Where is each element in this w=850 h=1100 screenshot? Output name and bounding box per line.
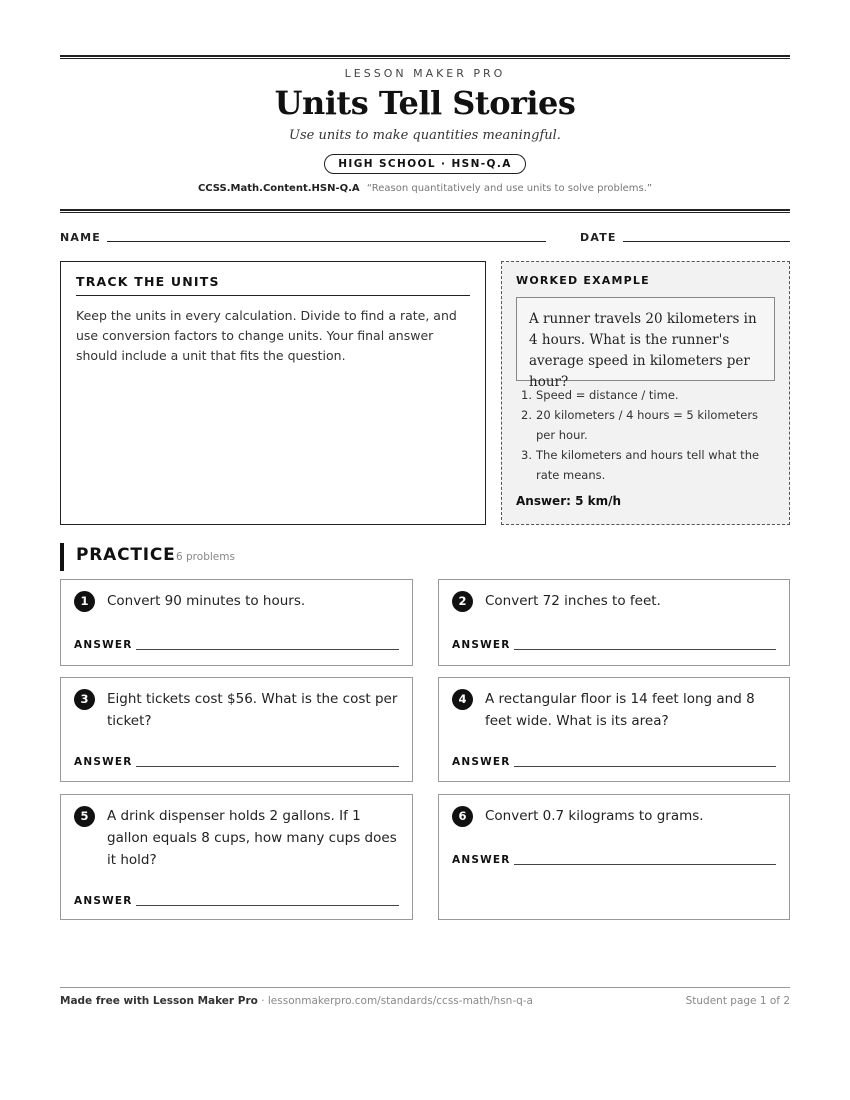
brand-name: LESSON MAKER PRO [344, 67, 506, 80]
worksheet-subtitle: Use units to make quantities meaningful. [289, 128, 561, 143]
header-bottom-double-rule [60, 209, 790, 213]
problem-number-badge: 3 [74, 689, 95, 710]
grade-badge: HIGH SCHOOL · HSN-Q.A [324, 154, 526, 174]
worked-example-steps [516, 385, 776, 485]
problem-text: A drink dispenser holds 2 gallons. If 1 gallon equals 8 cups, how many cups does it hold? [107, 808, 397, 868]
worksheet-page [60, 0, 790, 1100]
footer-url[interactable]: · lessonmakerpro.com/standards/ccss-math/hsn-q-a [257, 995, 533, 1007]
answer-label: ANSWER [74, 895, 133, 907]
track-heading: TRACK THE UNITS [76, 274, 470, 296]
step-item: 1. Speed = distance / time. [521, 388, 679, 402]
practice-problem-5 [60, 794, 413, 920]
problem-number-badge: 5 [74, 806, 95, 827]
answer-label: ANSWER [74, 756, 133, 768]
top-double-rule [60, 55, 790, 59]
problem-text: Convert 0.7 kilograms to grams. [485, 808, 704, 824]
grade-badge-wrap [60, 152, 790, 174]
problem-text: A rectangular floor is 14 feet long and 8 feet wide. What is its area? [485, 691, 755, 729]
practice-problem-6 [438, 794, 790, 920]
problem-text: Convert 72 inches to feet. [485, 593, 661, 609]
step-item: 3. The kilometers and hours tell what the rate means. [521, 448, 760, 482]
practice-accent-bar [60, 543, 64, 571]
problem-number-badge: 1 [74, 591, 95, 612]
step-item: 2. 20 kilometers / 4 hours = 5 kilometers per hour. [521, 408, 759, 442]
answer-field[interactable] [514, 864, 776, 865]
practice-count: 6 problems [176, 551, 235, 563]
standard-description: “Reason quantitatively and use units to solve problems.” [366, 183, 653, 194]
answer-field[interactable] [514, 649, 776, 650]
answer-field[interactable] [136, 766, 399, 767]
worked-example-heading: WORKED EXAMPLE [516, 274, 650, 287]
name-label: NAME [60, 231, 101, 244]
practice-problem-3 [60, 677, 413, 782]
worksheet-title: Units Tell Stories [274, 84, 576, 122]
date-field[interactable] [623, 241, 790, 242]
problem-text: Eight tickets cost $56. What is the cost per ticket? [107, 691, 398, 729]
problem-number-badge: 6 [452, 806, 473, 827]
practice-problem-4 [438, 677, 790, 782]
standard-code: CCSS.Math.Content.HSN-Q.A [197, 183, 360, 194]
worked-example-problem: A runner travels 20 kilometers in 4 hours. What is the runner's average speed in kilometers per hour? [516, 297, 775, 381]
answer-label: ANSWER [452, 756, 511, 768]
answer-field[interactable] [136, 649, 399, 650]
footer-made-with: Made free with Lesson Maker Pro [60, 995, 258, 1007]
problem-number-badge: 2 [452, 591, 473, 612]
worked-example-answer: Answer: 5 km/h [516, 494, 622, 508]
standard-line [60, 183, 790, 194]
track-body-text: Keep the units in every calculation. Divide to find a rate, and use conversion factors to change units. Your final answer should include a unit that fits the question. [76, 308, 457, 363]
track-the-units-box [60, 261, 486, 525]
answer-label: ANSWER [452, 854, 511, 866]
date-label: DATE [580, 231, 617, 244]
practice-problem-2 [438, 579, 790, 666]
footer-credit [60, 995, 533, 1007]
footer-page-number: Student page 1 of 2 [685, 995, 790, 1007]
problem-text: Convert 90 minutes to hours. [107, 593, 306, 609]
practice-heading: PRACTICE [76, 545, 176, 565]
answer-label: ANSWER [452, 639, 511, 651]
answer-field[interactable] [136, 905, 399, 906]
practice-problem-1 [60, 579, 413, 666]
problem-number-badge: 4 [452, 689, 473, 710]
answer-label: ANSWER [74, 639, 133, 651]
name-field[interactable] [107, 241, 546, 242]
footer-rule [60, 987, 790, 988]
answer-field[interactable] [514, 766, 776, 767]
worked-example-box [501, 261, 790, 525]
